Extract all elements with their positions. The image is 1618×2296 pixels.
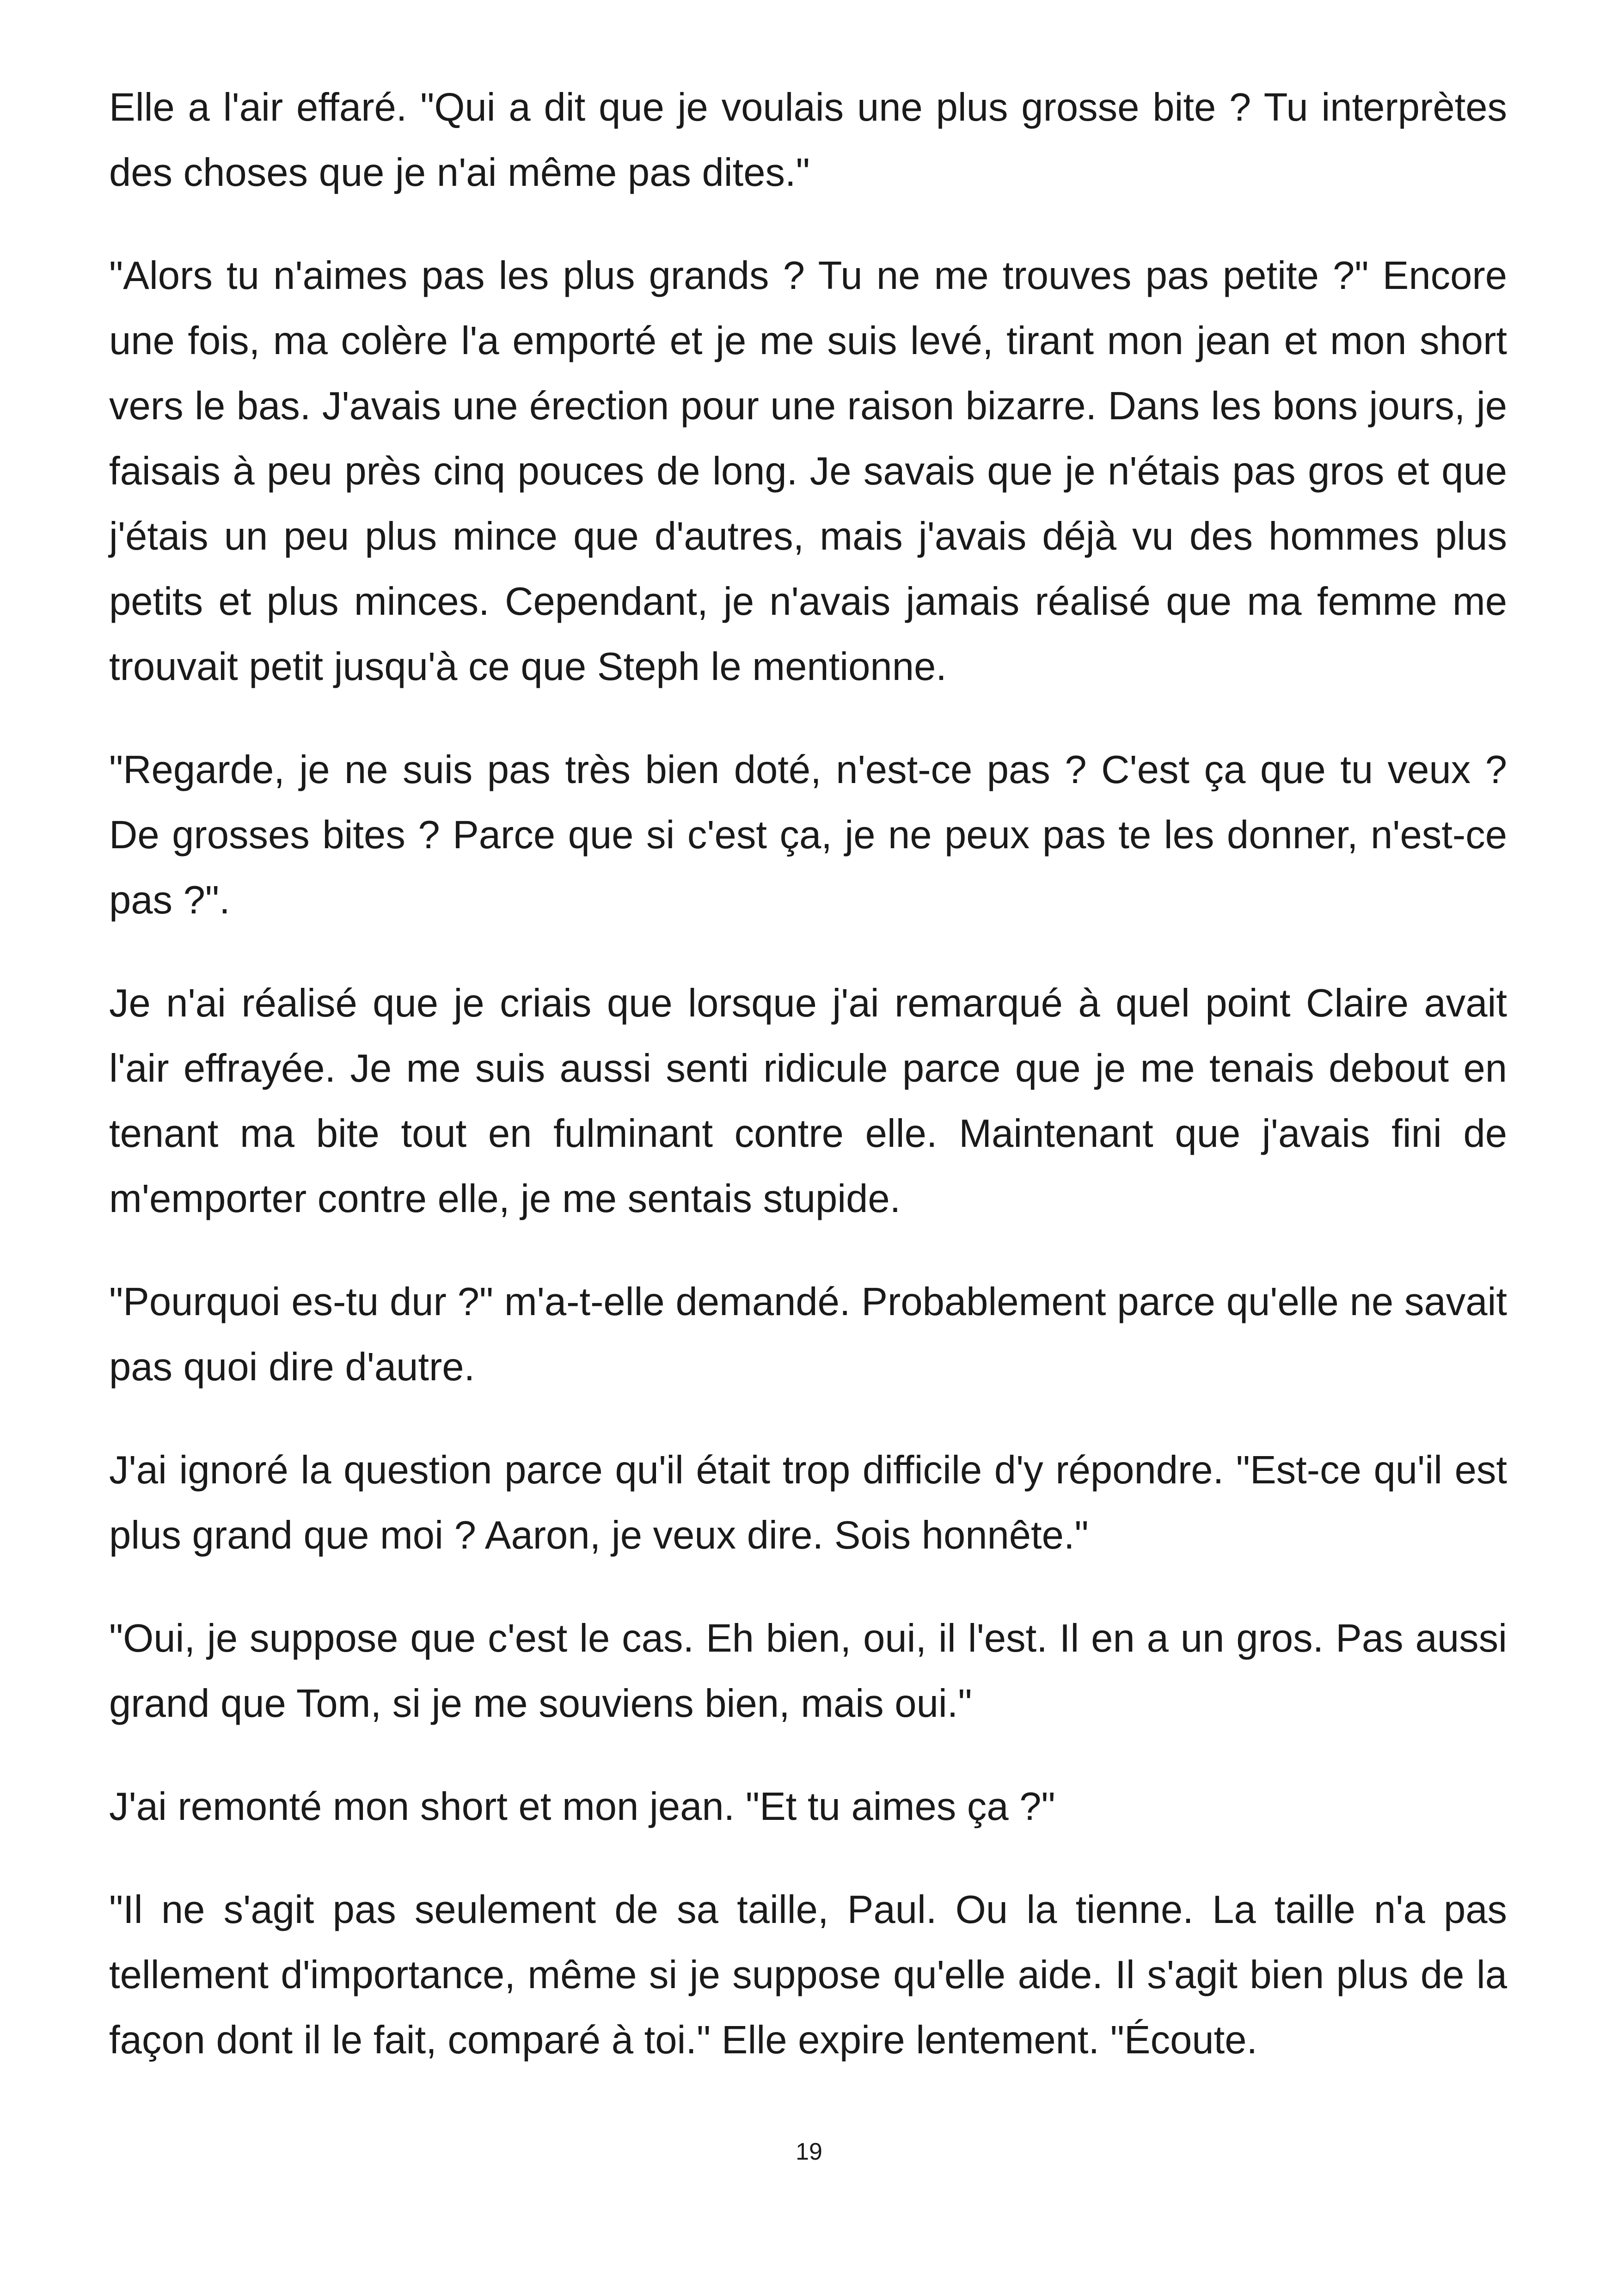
paragraph-5: "Pourquoi es-tu dur ?" m'a-t-elle demandé. Probablement parce qu'elle ne savait pas quoi dire d'autre. [109, 1280, 1507, 1389]
paragraph-4: Je n'ai réalisé que je criais que lorsque j'ai remarqué à quel point Claire avait l'air effrayée. Je me suis aussi senti ridicule parce que je me tenais debout en tenant ma bite tout en fulminant contre elle. Maintenant que j'avais fini de m'emporter contre elle, je me sentais stupide. [109, 981, 1507, 1221]
paragraph-2: "Alors tu n'aimes pas les plus grands ? Tu ne me trouves pas petite ?" Encore une fois, ma colère l'a emporté et je me suis levé, tirant mon jean et mon short vers le bas. J'avais une érection pour une raison bizarre. Dans les bons jours, je faisais à peu près cinq pouces de long. Je savais que je n'étais pas gros et que j'étais un peu plus mince que d'autres, mais j'avais déjà vu des hommes plus petits et plus minces. Cependant, je n'avais jamais réalisé que ma femme me trouvait petit jusqu'à ce que Steph le mentionne. [109, 254, 1507, 689]
paragraph-6: J'ai ignoré la question parce qu'il était trop difficile d'y répondre. "Est-ce qu'il est plus grand que moi ? Aaron, je veux dire. Sois honnête." [109, 1448, 1507, 1557]
paragraph-8: J'ai remonté mon short et mon jean. "Et tu aimes ça ?" [109, 1785, 1055, 1829]
paragraph-7: "Oui, je suppose que c'est le cas. Eh bien, oui, il l'est. Il en a un gros. Pas aussi grand que Tom, si je me souviens bien, mais oui." [109, 1616, 1507, 1726]
page-number: 19 [796, 2138, 822, 2165]
paragraph-9: "Il ne s'agit pas seulement de sa taille, Paul. Ou la tienne. La taille n'a pas tellement d'importance, même si je suppose qu'elle aide. Il s'agit bien plus de la façon dont il le fait, comparé à toi." Elle expire lentement. "Écoute. [109, 1888, 1507, 2062]
body-text [109, 75, 1507, 2111]
paragraph-1: Elle a l'air effaré. "Qui a dit que je voulais une plus grosse bite ? Tu interprètes des choses que je n'ai même pas dites." [109, 86, 1507, 195]
paragraph-3: "Regarde, je ne suis pas très bien doté, n'est-ce pas ? C'est ça que tu veux ? De grosses bites ? Parce que si c'est ça, je ne peux pas te les donner, n'est-ce pas ?". [109, 748, 1507, 922]
